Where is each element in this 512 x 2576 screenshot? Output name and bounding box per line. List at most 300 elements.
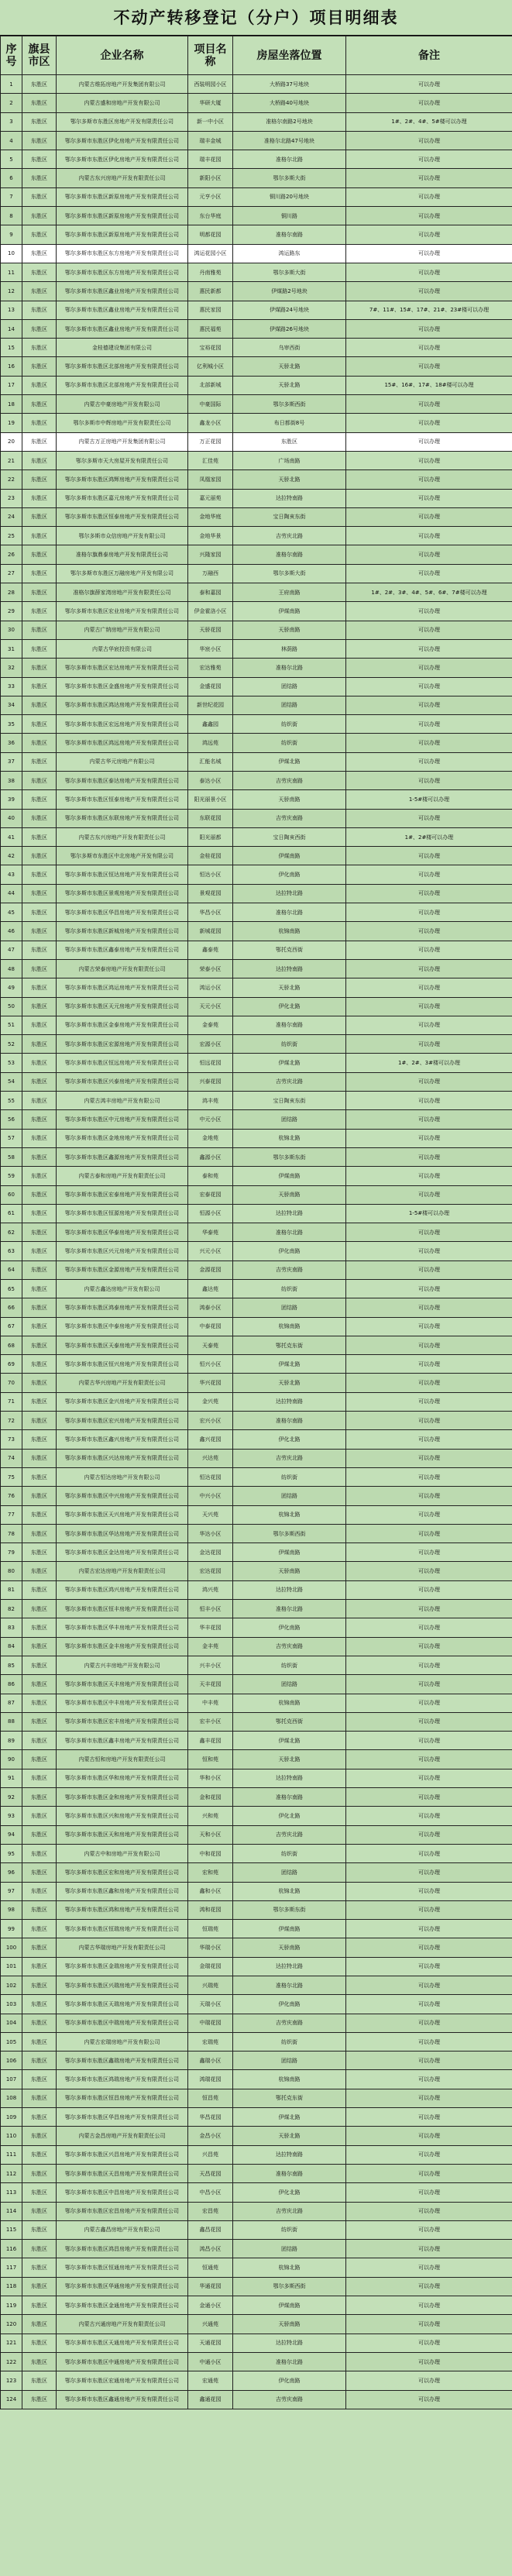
cell-location: 林荫路 [233,639,346,658]
cell-company: 鄂尔多斯市东胜区宏达房地产开发有限责任公司 [57,659,188,677]
table-row [1,2296,512,2315]
cell-seq: 18 [1,395,22,414]
cell-location: 准格尔南路 [233,1016,346,1034]
cell-note: 可以办理 [346,771,512,789]
cell-note: 可以办理 [346,2108,512,2127]
table-row [1,1580,512,1599]
cell-company: 鄂尔多斯市东胜区鑫业房地产开发有限责任公司 [57,319,188,338]
cell-project: 鑫源小区 [188,1147,233,1166]
cell-project: 新世纪花园 [188,696,233,714]
cell-location: 纺织街 [233,715,346,734]
cell-district: 东胜区 [22,2145,57,2164]
cell-location: 吉劳庆北路 [233,2202,346,2220]
cell-company: 鄂尔多斯市东胜区鸿泰房地产开发有限责任公司 [57,1298,188,1317]
cell-location: 吉劳庆南路 [233,1260,346,1279]
cell-company: 内蒙古中豪房地产开发有限公司 [57,395,188,414]
cell-seq: 101 [1,1957,22,1976]
cell-company: 鄂尔多斯市东胜区天和房地产开发有限责任公司 [57,1825,188,1844]
cell-district: 东胜区 [22,1844,57,1862]
cell-project: 金和花园 [188,1788,233,1807]
cell-project: 兴丰小区 [188,1656,233,1674]
cell-company: 鄂尔多斯市东胜区天丰房地产开发有限责任公司 [57,1675,188,1694]
cell-company: 内蒙古鑫昌房地产开发有限公司 [57,2220,188,2239]
table-row [1,865,512,884]
cell-project: 汇佳苑 [188,451,233,469]
cell-location: 达拉特北路 [233,884,346,903]
cell-district: 东胜区 [22,1412,57,1430]
cell-location: 天骄北路 [233,978,346,997]
cell-location: 伊煤北路 [233,1355,346,1374]
cell-district: 东胜区 [22,395,57,414]
cell-seq: 16 [1,357,22,376]
page-title: 不动产转移登记（分户）项目明细表 [0,0,512,36]
cell-company: 鄂尔多斯市东胜区鑫泰房地产开发有限责任公司 [57,941,188,959]
cell-seq: 109 [1,2108,22,2127]
cell-project: 宏瑞苑 [188,2032,233,2051]
cell-district: 东胜区 [22,2296,57,2315]
table-row [1,1788,512,1807]
cell-project: 瑞丰金城 [188,131,233,150]
cell-seq: 96 [1,1863,22,1882]
cell-project: 嘉元丽苑 [188,489,233,507]
cell-note: 可以办理 [346,187,512,206]
cell-seq: 104 [1,2014,22,2032]
cell-district: 东胜区 [22,1825,57,1844]
cell-project: 天骄花园 [188,621,233,639]
cell-note: 可以办理 [346,1675,512,1694]
cell-seq: 85 [1,1656,22,1674]
cell-note: 可以办理 [346,1543,512,1562]
cell-district: 东胜区 [22,1204,57,1223]
cell-note: 可以办理 [346,2145,512,2164]
cell-seq: 74 [1,1449,22,1467]
cell-note: 可以办理 [346,1242,512,1260]
cell-project: 恒昌苑 [188,2089,233,2107]
cell-project: 恒丰小区 [188,1600,233,1618]
cell-district: 东胜区 [22,2277,57,2296]
cell-seq: 82 [1,1600,22,1618]
cell-company: 鄂尔多斯市东胜区中元房地产开发有限责任公司 [57,1110,188,1129]
cell-seq: 100 [1,1938,22,1957]
cell-seq: 3 [1,112,22,131]
table-row [1,470,512,489]
cell-location: 准格尔北路 [233,1976,346,1994]
cell-project: 鸿昌小区 [188,2240,233,2258]
cell-note: 1-5#楼可以办理 [346,1204,512,1223]
table-row [1,884,512,903]
cell-seq: 35 [1,715,22,734]
cell-note: 可以办理 [346,2089,512,2107]
cell-note: 可以办理 [346,207,512,225]
table-row [1,545,512,564]
cell-project: 鑫通花园 [188,2390,233,2409]
cell-location: 达拉特北路 [233,2334,346,2352]
cell-district: 东胜区 [22,357,57,376]
cell-seq: 42 [1,847,22,865]
cell-project: 景观花园 [188,884,233,903]
cell-seq: 49 [1,978,22,997]
cell-note: 可以办理 [346,339,512,357]
cell-seq: 92 [1,1788,22,1807]
cell-company: 鄂尔多斯市东胜区鸿达房地产开发有限责任公司 [57,696,188,714]
table-row [1,2164,512,2182]
cell-location: 鄂托克东街 [233,1336,346,1354]
cell-project: 华昌小区 [188,903,233,922]
cell-district: 东胜区 [22,1242,57,1260]
cell-company: 鄂尔多斯市东胜区天瑞房地产开发有限责任公司 [57,1995,188,2014]
cell-location: 准格尔北路 [233,659,346,677]
cell-company: 鄂尔多斯市东胜区鑫通房地产开发有限责任公司 [57,2390,188,2409]
table-row [1,1487,512,1505]
cell-note: 可以办理 [346,1732,512,1750]
cell-note: 可以办理 [346,1656,512,1674]
cell-project: 天瑞小区 [188,1995,233,2014]
cell-seq: 110 [1,2127,22,2145]
cell-location: 天骄南路 [233,1562,346,1580]
cell-seq: 48 [1,959,22,978]
cell-location: 天骄北路 [233,1374,346,1392]
cell-district: 东胜区 [22,1487,57,1505]
cell-project: 恒达花园 [188,1467,233,1486]
cell-project: 中豪国际 [188,395,233,414]
table-row [1,1129,512,1147]
cell-district: 东胜区 [22,1732,57,1750]
table-body [1,75,512,2409]
cell-note: 1-5#楼可以办理 [346,790,512,809]
cell-seq: 27 [1,564,22,583]
cell-location: 吉劳庆北路 [233,1072,346,1091]
cell-location: 准格尔北路 [233,1223,346,1242]
cell-location: 达拉特南路 [233,959,346,978]
cell-district: 东胜区 [22,1092,57,1110]
table-row [1,2390,512,2409]
cell-note: 可以办理 [346,1467,512,1486]
cell-note: 可以办理 [346,1092,512,1110]
cell-district: 东胜区 [22,1900,57,1919]
cell-location: 天骄南路 [233,2315,346,2334]
cell-district: 东胜区 [22,1223,57,1242]
cell-location: 伊化南路 [233,1618,346,1637]
cell-project: 鸿兴苑 [188,1580,233,1599]
cell-seq: 31 [1,639,22,658]
table-row [1,790,512,809]
cell-note: 可以办理 [346,489,512,507]
cell-location: 吉劳庆南路 [233,2014,346,2032]
cell-district: 东胜区 [22,1129,57,1147]
cell-company: 鄂尔多斯市东胜区华泰房地产开发有限责任公司 [57,1223,188,1242]
cell-project: 鑫和小区 [188,1882,233,1900]
cell-project: 中兴小区 [188,1487,233,1505]
cell-seq: 32 [1,659,22,677]
cell-company: 鄂尔多斯市东胜区鑫业房地产开发有限责任公司 [57,301,188,319]
cell-project: 华研大厦 [188,94,233,112]
cell-district: 东胜区 [22,2032,57,2051]
cell-district: 东胜区 [22,1317,57,1336]
cell-company: 内蒙古宏瑞房地产开发有限公司 [57,2032,188,2051]
cell-location: 伊煤南路 [233,1543,346,1562]
table-row [1,489,512,507]
cell-seq: 37 [1,752,22,771]
cell-district: 东胜区 [22,941,57,959]
cell-project: 中昌小区 [188,2183,233,2202]
cell-district: 东胜区 [22,621,57,639]
table-row [1,1844,512,1862]
cell-seq: 79 [1,1543,22,1562]
cell-company: 鄂尔多斯市东胜区中泰房地产开发有限责任公司 [57,1317,188,1336]
cell-note: 可以办理 [346,545,512,564]
cell-project: 荣泰小区 [188,959,233,978]
cell-location: 杭锦南路 [233,1317,346,1336]
cell-location: 杭锦北路 [233,2258,346,2277]
table-row [1,1072,512,1091]
cell-seq: 95 [1,1844,22,1862]
cell-location: 团结路 [233,1298,346,1317]
cell-company: 鄂尔多斯市众信房地产开发有限公司 [57,527,188,545]
cell-note: 可以办理 [346,319,512,338]
cell-location: 准格尔南路 [233,1412,346,1430]
cell-company: 鄂尔多斯市东胜区金瑞房地产开发有限责任公司 [57,1957,188,1976]
cell-company: 鄂尔多斯市东胜区鸿运房地产开发有限责任公司 [57,978,188,997]
cell-district: 东胜区 [22,244,57,263]
cell-seq: 39 [1,790,22,809]
cell-project: 兴通苑 [188,2315,233,2334]
cell-location: 准格尔南路 [233,2164,346,2182]
cell-location: 准格尔南路 [233,1788,346,1807]
cell-company: 鄂尔多斯市东胜区中北房地产开发有限公司 [57,847,188,865]
cell-district: 东胜区 [22,2315,57,2334]
cell-project: 惠民福苑 [188,319,233,338]
cell-district: 东胜区 [22,470,57,489]
table-row [1,1016,512,1034]
cell-company: 金桂德建设集团有限公司 [57,339,188,357]
cell-company: 鄂尔多斯市东胜区鑫和房地产开发有限责任公司 [57,1882,188,1900]
cell-project: 鑫达苑 [188,1280,233,1298]
cell-location: 鄂尔多斯大街 [233,169,346,187]
cell-district: 东胜区 [22,2014,57,2032]
table-row [1,602,512,621]
cell-district: 东胜区 [22,451,57,469]
cell-location: 天骄北路 [233,376,346,394]
table-row [1,1280,512,1298]
cell-seq: 64 [1,1260,22,1279]
cell-note: 可以办理 [346,2315,512,2334]
cell-seq: 118 [1,2277,22,2296]
table-row [1,2202,512,2220]
cell-seq: 69 [1,1355,22,1374]
cell-seq: 54 [1,1072,22,1091]
cell-note: 可以办理 [346,451,512,469]
table-row [1,1260,512,1279]
cell-location: 伊化南路 [233,1995,346,2014]
table-row [1,2371,512,2390]
cell-note: 可以办理 [346,1317,512,1336]
cell-seq: 24 [1,507,22,526]
cell-company: 准格尔旗鼎泰房地产开发有限责任公司 [57,545,188,564]
cell-district: 东胜区 [22,339,57,357]
cell-company: 内蒙古荣泰房地产开发有限责任公司 [57,959,188,978]
cell-project: 华泰苑 [188,1223,233,1242]
cell-project: 明都花园 [188,225,233,244]
cell-note: 可以办理 [346,1562,512,1580]
cell-company: 鄂尔多斯市东胜区华昌房地产开发有限责任公司 [57,2108,188,2127]
cell-district: 东胜区 [22,282,57,301]
cell-seq: 75 [1,1467,22,1486]
cell-project: 鸿和花园 [188,1900,233,1919]
header-location: 房屋坐落位置 [233,36,346,75]
cell-district: 东胜区 [22,2127,57,2145]
cell-seq: 19 [1,414,22,432]
cell-district: 东胜区 [22,1807,57,1825]
cell-location: 铜川路 [233,207,346,225]
cell-project: 天元小区 [188,997,233,1016]
cell-project: 金泰苑 [188,1016,233,1034]
cell-district: 东胜区 [22,997,57,1016]
table-row [1,2277,512,2296]
cell-company: 鄂尔多斯市东胜区金达房地产开发有限责任公司 [57,1543,188,1562]
cell-district: 东胜区 [22,1788,57,1807]
cell-seq: 36 [1,734,22,752]
cell-project: 天和小区 [188,1825,233,1844]
cell-note: 可以办理 [346,2183,512,2202]
table-row [1,1863,512,1882]
cell-company: 鄂尔多斯市东胜区天泰房地产开发有限责任公司 [57,1336,188,1354]
cell-seq: 45 [1,903,22,922]
cell-project: 新城花园 [188,922,233,941]
cell-note: 可以办理 [346,1938,512,1957]
cell-seq: 17 [1,376,22,394]
cell-project: 华和小区 [188,1769,233,1787]
cell-project: 天通花园 [188,2334,233,2352]
cell-seq: 9 [1,225,22,244]
cell-seq: 2 [1,94,22,112]
header-project: 项目名称 [188,36,233,75]
cell-location: 鄂尔多斯西街 [233,395,346,414]
cell-note: 可以办理 [346,621,512,639]
cell-district: 东胜区 [22,1147,57,1166]
cell-project: 宏达花园 [188,1562,233,1580]
table-row [1,225,512,244]
cell-company: 鄂尔多斯市东胜区华达房地产开发有限责任公司 [57,1524,188,1543]
table-row [1,2352,512,2371]
table-row [1,94,512,112]
table-row [1,1336,512,1354]
cell-company: 鄂尔多斯市东胜区天昌房地产开发有限责任公司 [57,2164,188,2182]
cell-seq: 47 [1,941,22,959]
cell-project: 金桂花园 [188,847,233,865]
cell-project: 泰和嘉园 [188,583,233,602]
table-row [1,922,512,941]
cell-seq: 65 [1,1280,22,1298]
cell-seq: 10 [1,244,22,263]
cell-note: 可以办理 [346,1618,512,1637]
cell-district: 东胜区 [22,752,57,771]
cell-project: 元亨小区 [188,187,233,206]
table-row [1,2183,512,2202]
cell-project: 兴达苑 [188,1449,233,1467]
cell-district: 东胜区 [22,2070,57,2089]
cell-project: 宏通苑 [188,2371,233,2390]
table-row [1,847,512,865]
cell-district: 东胜区 [22,301,57,319]
table-row [1,2145,512,2164]
cell-location: 伊化北路 [233,997,346,1016]
cell-location: 伊化北路 [233,1430,346,1449]
cell-location: 鸿运路东 [233,244,346,263]
cell-seq: 94 [1,1825,22,1844]
cell-seq: 26 [1,545,22,564]
cell-seq: 41 [1,827,22,846]
cell-seq: 57 [1,1129,22,1147]
cell-location: 准格尔北路47号地块 [233,131,346,150]
table-row [1,451,512,469]
cell-note: 可以办理 [346,564,512,583]
cell-location: 达拉特北路 [233,1957,346,1976]
cell-company: 鄂尔多斯市天大房屋开发有限责任公司 [57,451,188,469]
cell-location: 鄂尔多斯大街 [233,263,346,281]
cell-location: 伊化北路 [233,2183,346,2202]
cell-district: 东胜区 [22,1750,57,1769]
cell-district: 东胜区 [22,677,57,696]
cell-district: 东胜区 [22,376,57,394]
cell-company: 鄂尔多斯市东胜区兴元房地产开发有限责任公司 [57,1242,188,1260]
cell-project: 宏昌苑 [188,2202,233,2220]
cell-company: 内蒙古东兴房地产开发有限责任公司 [57,827,188,846]
table-row [1,1092,512,1110]
cell-company: 鄂尔多斯市东胜区伊化房地产开发有限责任公司 [57,150,188,169]
cell-project: 鸿泰小区 [188,1298,233,1317]
cell-district: 东胜区 [22,639,57,658]
cell-location: 团结路 [233,1675,346,1694]
table-row [1,2108,512,2127]
cell-company: 内蒙古泰和房地产开发有限责任公司 [57,1167,188,1185]
cell-project: 鸿丰苑 [188,1092,233,1110]
cell-district: 东胜区 [22,1505,57,1524]
cell-note: 可以办理 [346,263,512,281]
cell-district: 东胜区 [22,1920,57,1938]
cell-seq: 116 [1,2240,22,2258]
cell-seq: 15 [1,339,22,357]
cell-location: 伊煤路24号地块 [233,301,346,319]
cell-location: 达拉特南路 [233,1769,346,1787]
cell-note: 可以办理 [346,1844,512,1862]
cell-note: 可以办理 [346,94,512,112]
cell-seq: 59 [1,1167,22,1185]
cell-seq: 90 [1,1750,22,1769]
cell-location: 吉劳庆北路 [233,527,346,545]
table-row [1,1185,512,1204]
cell-project: 东联花园 [188,809,233,827]
cell-location: 鄂托克东街 [233,2089,346,2107]
cell-seq: 115 [1,2220,22,2239]
cell-seq: 23 [1,489,22,507]
cell-company: 鄂尔多斯市东胜区中通房地产开发有限责任公司 [57,2352,188,2371]
cell-project: 东台华庭 [188,207,233,225]
cell-seq: 102 [1,1976,22,1994]
cell-location: 伊煤南路 [233,1920,346,1938]
table-row [1,696,512,714]
cell-location: 天骄北路 [233,1750,346,1769]
table-row [1,1957,512,1976]
cell-location: 杭锦北路 [233,1882,346,1900]
header-company: 企业名称 [57,36,188,75]
cell-company: 鄂尔多斯市东胜区金地房地产开发有限责任公司 [57,1129,188,1147]
header-district: 旗县市区 [22,36,57,75]
cell-note: 可以办理 [346,395,512,414]
cell-note: 可以办理 [346,1505,512,1524]
cell-note: 可以办理 [346,1712,512,1731]
cell-project: 鸿远苑 [188,734,233,752]
cell-company: 鄂尔多斯市东胜区宏昌房地产开发有限责任公司 [57,2202,188,2220]
